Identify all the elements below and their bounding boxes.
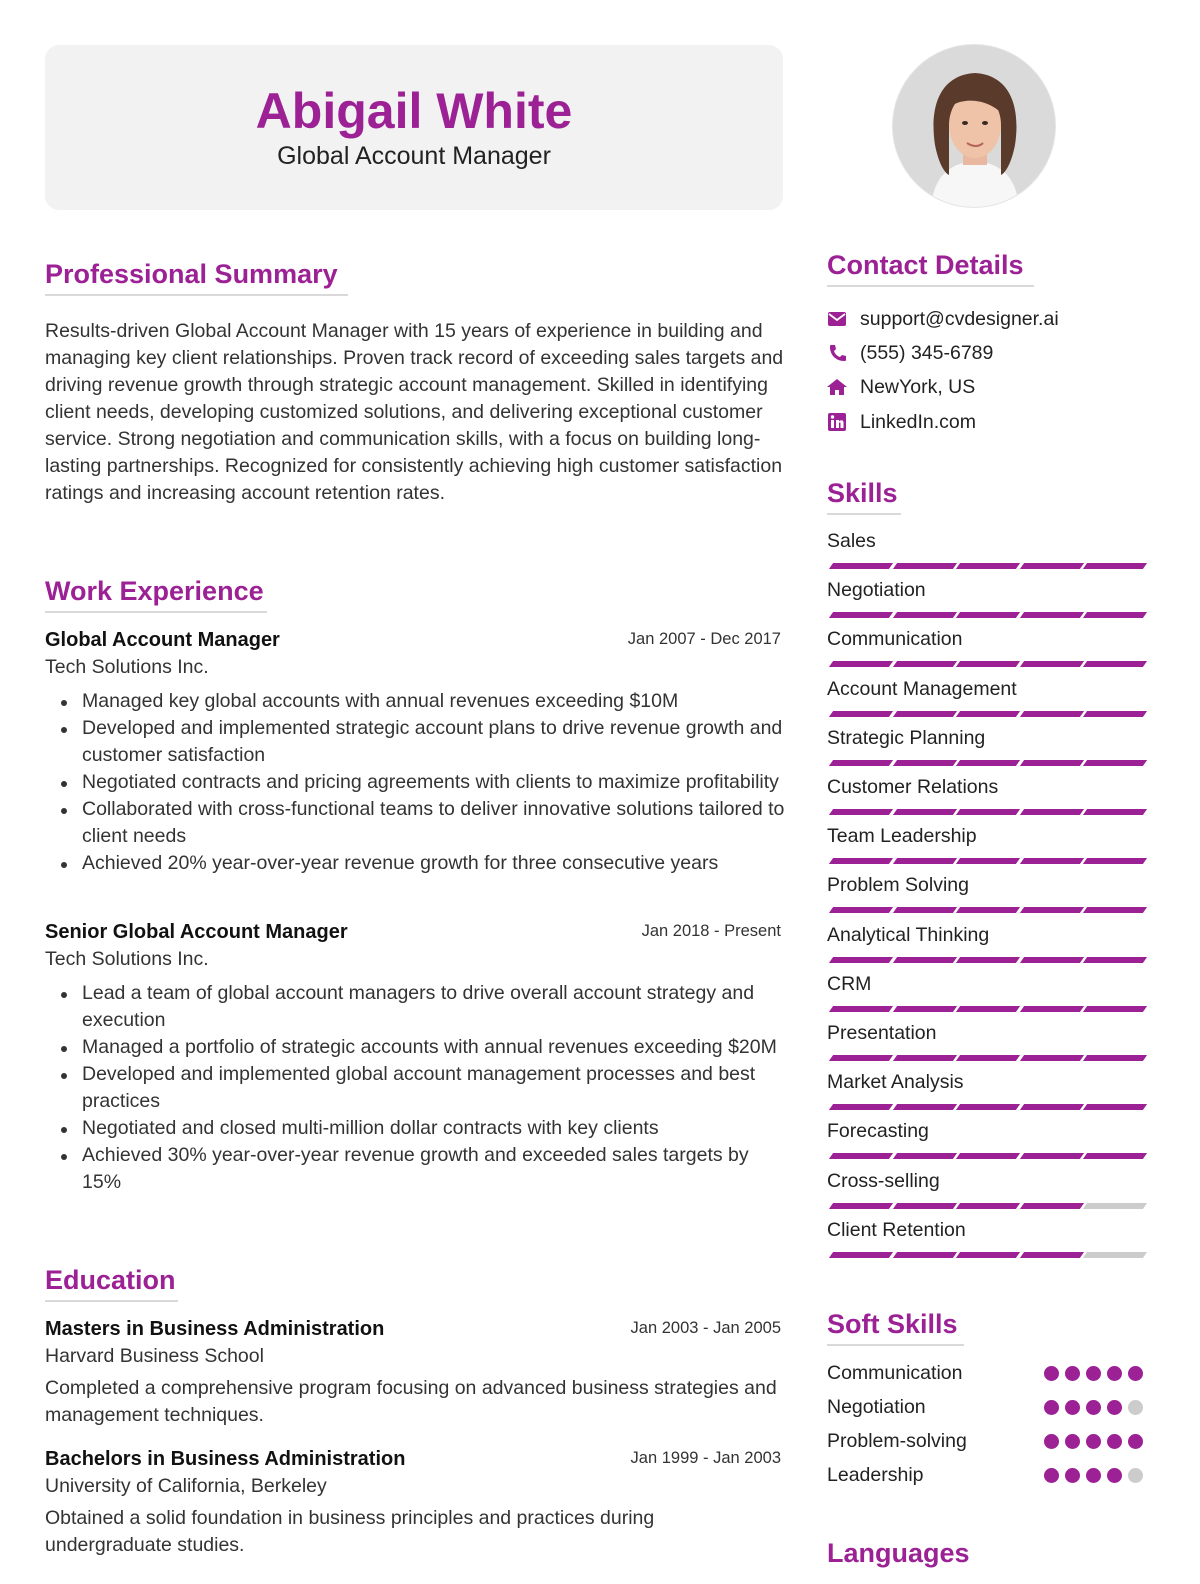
job-date: Jan 2007 - Dec 2017	[627, 630, 781, 648]
skill-item	[827, 1069, 1143, 1095]
soft-skill-item	[827, 1360, 1143, 1390]
skill-segment-filled	[1019, 612, 1083, 618]
job-entry	[45, 627, 785, 877]
skill-segment-filled	[829, 1203, 893, 1209]
skill-segment-filled	[956, 760, 1020, 766]
rating-dot-filled	[1107, 1400, 1122, 1415]
job-bullet: Achieved 30% year-over-year revenue growth and exceeded sales targets by 15%	[45, 1142, 785, 1196]
skill-level-bar	[827, 1153, 1143, 1160]
skill-segment-filled	[1083, 760, 1147, 766]
skill-item	[827, 774, 1143, 800]
skill-segment-filled	[956, 612, 1020, 618]
skill-item	[827, 872, 1143, 898]
skill-segment-filled	[892, 563, 956, 569]
skill-segment-filled	[956, 907, 1020, 913]
skill-level-bar	[827, 957, 1143, 964]
rating-dot-filled	[1086, 1468, 1101, 1483]
skill-segment-filled	[1019, 563, 1083, 569]
soft-skills-title-underline	[827, 1344, 964, 1346]
skill-segment-filled	[892, 858, 956, 864]
skill-label: Problem Solving	[827, 874, 969, 897]
skill-segment-filled	[892, 1104, 956, 1110]
skill-segment-filled	[829, 1055, 893, 1061]
skill-item	[827, 626, 1143, 652]
rating-dot-filled	[1065, 1366, 1080, 1381]
skill-label: Negotiation	[827, 579, 926, 602]
skill-segment-empty	[1083, 1203, 1147, 1209]
job-bullet: Developed and implemented strategic account plans to drive revenue growth and customer satisfaction	[45, 715, 785, 769]
section-title-education	[45, 1264, 178, 1302]
skill-level-bar	[827, 612, 1143, 619]
rating-dot-filled	[1107, 1434, 1122, 1449]
skill-label: Strategic Planning	[827, 726, 986, 749]
header-card	[45, 45, 783, 210]
skill-segment-filled	[956, 661, 1020, 667]
contact-title-underline	[827, 285, 1034, 287]
skill-segment-filled	[1083, 711, 1147, 717]
skill-label: CRM	[827, 972, 872, 995]
skill-label: Sales	[827, 530, 876, 552]
education-title: Education	[45, 1265, 176, 1295]
skill-segment-filled	[1019, 1006, 1083, 1012]
contact-phone-text: (555) 345-6789	[860, 342, 994, 364]
skill-label: Analytical Thinking	[827, 923, 990, 946]
skill-level-bar	[827, 1006, 1143, 1013]
skill-segment-filled	[829, 1104, 893, 1110]
skill-segment-filled	[1019, 1055, 1083, 1061]
languages-title: Languages	[827, 1538, 970, 1568]
skill-label: Client Retention	[827, 1218, 966, 1241]
job-date: Jan 2018 - Present	[641, 922, 781, 940]
skill-level-bar	[827, 1104, 1143, 1111]
soft-skill-rating	[1043, 1434, 1143, 1450]
soft-skill-label: Leadership	[827, 1464, 924, 1486]
skills-title-underline	[827, 513, 901, 515]
job-bullet: Negotiated and closed multi-million dollar contracts with key clients	[45, 1115, 785, 1142]
skill-segment-filled	[1019, 711, 1083, 717]
skill-item	[827, 1168, 1143, 1194]
rating-dot-empty	[1128, 1400, 1143, 1415]
rating-dot-filled	[1086, 1434, 1101, 1449]
contact-email-text: support@cvdesigner.ai	[860, 308, 1059, 330]
education-entry	[45, 1446, 785, 1559]
skill-segment-filled	[1019, 907, 1083, 913]
summary-title-underline	[45, 294, 348, 296]
skill-label: Forecasting	[827, 1120, 929, 1143]
job-company: Tech Solutions Inc.	[45, 948, 209, 970]
section-title-contact	[827, 249, 1034, 287]
envelope-icon	[827, 310, 847, 328]
job-entry	[45, 919, 785, 1196]
skill-segment-filled	[1019, 858, 1083, 864]
section-title-summary	[45, 258, 348, 296]
skill-segment-filled	[956, 858, 1020, 864]
section-title-experience	[45, 575, 267, 613]
rating-dot-filled	[1128, 1366, 1143, 1381]
skill-segment-filled	[892, 1252, 956, 1258]
job-bullet: Lead a team of global account managers to drive overall account strategy and execution	[45, 980, 785, 1034]
job-bullet: Developed and implemented global account management processes and best practices	[45, 1061, 785, 1115]
skill-item	[827, 676, 1143, 702]
skill-item	[827, 922, 1143, 948]
skill-segment-filled	[892, 711, 956, 717]
skill-segment-filled	[892, 1203, 956, 1209]
job-bullet: Achieved 20% year-over-year revenue growth for three consecutive years	[45, 850, 785, 877]
skill-segment-filled	[956, 711, 1020, 717]
rating-dot-filled	[1086, 1366, 1101, 1381]
skill-level-bar	[827, 760, 1143, 767]
soft-skill-item	[827, 1394, 1143, 1424]
skill-segment-filled	[829, 563, 893, 569]
skill-level-bar	[827, 711, 1143, 718]
profile-photo	[892, 44, 1056, 208]
soft-skill-rating	[1043, 1468, 1143, 1484]
contact-title: Contact Details	[827, 250, 1024, 280]
summary-text: Results-driven Global Account Manager with 15 years of experience in building and managing key client relationships. Proven track record of exceeding sales targets and driving revenue growth through strategic account management. Skilled in identifying client needs, developing customized solutions, and delivering exceptional customer service. Strong negotiation and communication skills, with a focus on building long-lasting partnerships. Recognized for consistently achieving high customer satisfaction ratings and increasing account retention rates.	[45, 320, 784, 504]
skill-level-bar	[827, 907, 1143, 914]
experience-title-underline	[45, 611, 267, 613]
rating-dot-filled	[1044, 1468, 1059, 1483]
skill-segment-filled	[829, 858, 893, 864]
skill-segment-filled	[829, 1153, 893, 1159]
job-bullet: Collaborated with cross-functional teams to deliver innovative solutions tailored to client needs	[45, 796, 785, 850]
skill-label: Presentation	[827, 1022, 937, 1044]
section-title-skills	[827, 477, 901, 515]
skill-segment-filled	[1083, 563, 1147, 569]
soft-skill-label: Communication	[827, 1362, 963, 1384]
skill-level-bar	[827, 858, 1143, 865]
skill-item	[827, 823, 1143, 849]
skill-item	[827, 528, 1143, 554]
linkedin-icon	[827, 413, 847, 431]
skill-segment-filled	[892, 760, 956, 766]
skill-segment-filled	[829, 661, 893, 667]
skill-segment-filled	[829, 711, 893, 717]
skill-segment-filled	[829, 1252, 893, 1258]
skill-segment-filled	[1083, 1006, 1147, 1012]
job-bullet: Managed a portfolio of strategic accounts with annual revenues exceeding $20M	[45, 1034, 785, 1061]
skill-level-bar	[827, 809, 1143, 816]
skill-segment-filled	[956, 809, 1020, 815]
skill-segment-filled	[829, 612, 893, 618]
skill-segment-filled	[892, 809, 956, 815]
education-title-underline	[45, 1300, 178, 1302]
skill-level-bar	[827, 563, 1143, 570]
skill-segment-filled	[892, 1055, 956, 1061]
soft-skill-label: Negotiation	[827, 1396, 926, 1418]
soft-skill-label: Problem-solving	[827, 1430, 967, 1452]
rating-dot-filled	[1086, 1400, 1101, 1415]
job-title: Global Account Manager	[45, 629, 280, 651]
soft-skill-rating	[1043, 1400, 1143, 1416]
skill-segment-filled	[892, 957, 956, 963]
job-bullets	[45, 688, 785, 877]
skill-segment-filled	[829, 907, 893, 913]
rating-dot-filled	[1044, 1434, 1059, 1449]
skill-segment-empty	[1083, 1252, 1147, 1258]
rating-dot-filled	[1065, 1434, 1080, 1449]
job-title: Senior Global Account Manager	[45, 921, 348, 943]
soft-skill-item	[827, 1428, 1143, 1458]
job-bullets	[45, 980, 785, 1196]
skill-segment-filled	[1083, 1055, 1147, 1061]
skill-label: Account Management	[827, 677, 1017, 700]
skill-segment-filled	[892, 661, 956, 667]
skill-label: Customer Relations	[827, 776, 999, 798]
experience-title: Work Experience	[45, 576, 264, 606]
skill-segment-filled	[956, 1252, 1020, 1258]
skill-level-bar	[827, 1252, 1143, 1259]
skill-level-bar	[827, 1203, 1143, 1210]
skill-item	[827, 1217, 1143, 1243]
skill-segment-filled	[1019, 957, 1083, 963]
skill-segment-filled	[1019, 1104, 1083, 1110]
contact-location-text: NewYork, US	[860, 376, 976, 398]
skill-segment-filled	[1019, 760, 1083, 766]
phone-icon	[827, 344, 847, 362]
skill-segment-filled	[1019, 1153, 1083, 1159]
skill-label: Communication	[827, 628, 963, 651]
skill-segment-filled	[956, 1203, 1020, 1209]
skill-segment-filled	[1083, 809, 1147, 815]
skill-segment-filled	[892, 1006, 956, 1012]
rating-dot-filled	[1065, 1468, 1080, 1483]
rating-dot-filled	[1065, 1400, 1080, 1415]
skill-item	[827, 1118, 1143, 1144]
education-date: Jan 1999 - Jan 2003	[630, 1449, 781, 1467]
job-company: Tech Solutions Inc.	[45, 656, 209, 678]
rating-dot-filled	[1044, 1400, 1059, 1415]
skill-segment-filled	[829, 957, 893, 963]
skill-segment-filled	[892, 1153, 956, 1159]
skill-item	[827, 1020, 1143, 1046]
home-icon	[827, 378, 847, 396]
skill-segment-filled	[1019, 661, 1083, 667]
candidate-role: Global Account Manager	[277, 142, 551, 170]
skill-segment-filled	[956, 1153, 1020, 1159]
portrait-image	[893, 45, 1056, 208]
job-bullet: Negotiated contracts and pricing agreements with clients to maximize profitability	[45, 769, 785, 796]
skill-segment-filled	[956, 1055, 1020, 1061]
education-description: Obtained a solid foundation in business principles and practices during undergraduate studies.	[45, 1507, 655, 1556]
skill-segment-filled	[829, 760, 893, 766]
skill-segment-filled	[956, 1104, 1020, 1110]
degree-title: Bachelors in Business Administration	[45, 1448, 406, 1470]
summary-title: Professional Summary	[45, 259, 338, 289]
skill-segment-filled	[1019, 1203, 1083, 1209]
skill-segment-filled	[1083, 1104, 1147, 1110]
skill-label: Team Leadership	[827, 825, 977, 848]
rating-dot-empty	[1128, 1468, 1143, 1483]
skill-segment-filled	[956, 563, 1020, 569]
skill-level-bar	[827, 661, 1143, 668]
skill-label: Market Analysis	[827, 1071, 964, 1094]
education-entry	[45, 1316, 785, 1429]
section-title-languages	[827, 1537, 970, 1569]
skill-segment-filled	[1083, 612, 1147, 618]
job-bullet: Managed key global accounts with annual revenues exceeding $10M	[45, 688, 785, 715]
rating-dot-filled	[1128, 1434, 1143, 1449]
skill-segment-filled	[1083, 858, 1147, 864]
skill-segment-filled	[892, 612, 956, 618]
rating-dot-filled	[1044, 1366, 1059, 1381]
skill-segment-filled	[892, 907, 956, 913]
school-name: Harvard Business School	[45, 1345, 264, 1367]
candidate-name: Abigail White	[255, 83, 573, 139]
skill-label: Cross-selling	[827, 1169, 940, 1192]
school-name: University of California, Berkeley	[45, 1475, 327, 1497]
degree-title: Masters in Business Administration	[45, 1318, 385, 1340]
rating-dot-filled	[1107, 1468, 1122, 1483]
skill-segment-filled	[1019, 1252, 1083, 1258]
skill-level-bar	[827, 1055, 1143, 1062]
skill-segment-filled	[829, 809, 893, 815]
rating-dot-filled	[1107, 1366, 1122, 1381]
skill-segment-filled	[1019, 809, 1083, 815]
skill-segment-filled	[1083, 661, 1147, 667]
skill-segment-filled	[1083, 907, 1147, 913]
skill-segment-filled	[1083, 957, 1147, 963]
skill-item	[827, 577, 1143, 603]
education-date: Jan 2003 - Jan 2005	[630, 1319, 781, 1337]
skill-segment-filled	[956, 1006, 1020, 1012]
soft-skill-rating	[1043, 1366, 1143, 1382]
skills-title: Skills	[827, 478, 898, 508]
soft-skills-title: Soft Skills	[827, 1309, 958, 1339]
skill-segment-filled	[1083, 1153, 1147, 1159]
contact-linkedin-text: LinkedIn.com	[860, 411, 976, 433]
skill-segment-filled	[829, 1006, 893, 1012]
section-title-soft-skills	[827, 1308, 964, 1346]
skill-item	[827, 725, 1143, 751]
skill-item	[827, 971, 1143, 997]
education-description: Completed a comprehensive program focusing on advanced business strategies and management techniques.	[45, 1377, 777, 1426]
soft-skill-item	[827, 1462, 1143, 1492]
skill-segment-filled	[956, 957, 1020, 963]
